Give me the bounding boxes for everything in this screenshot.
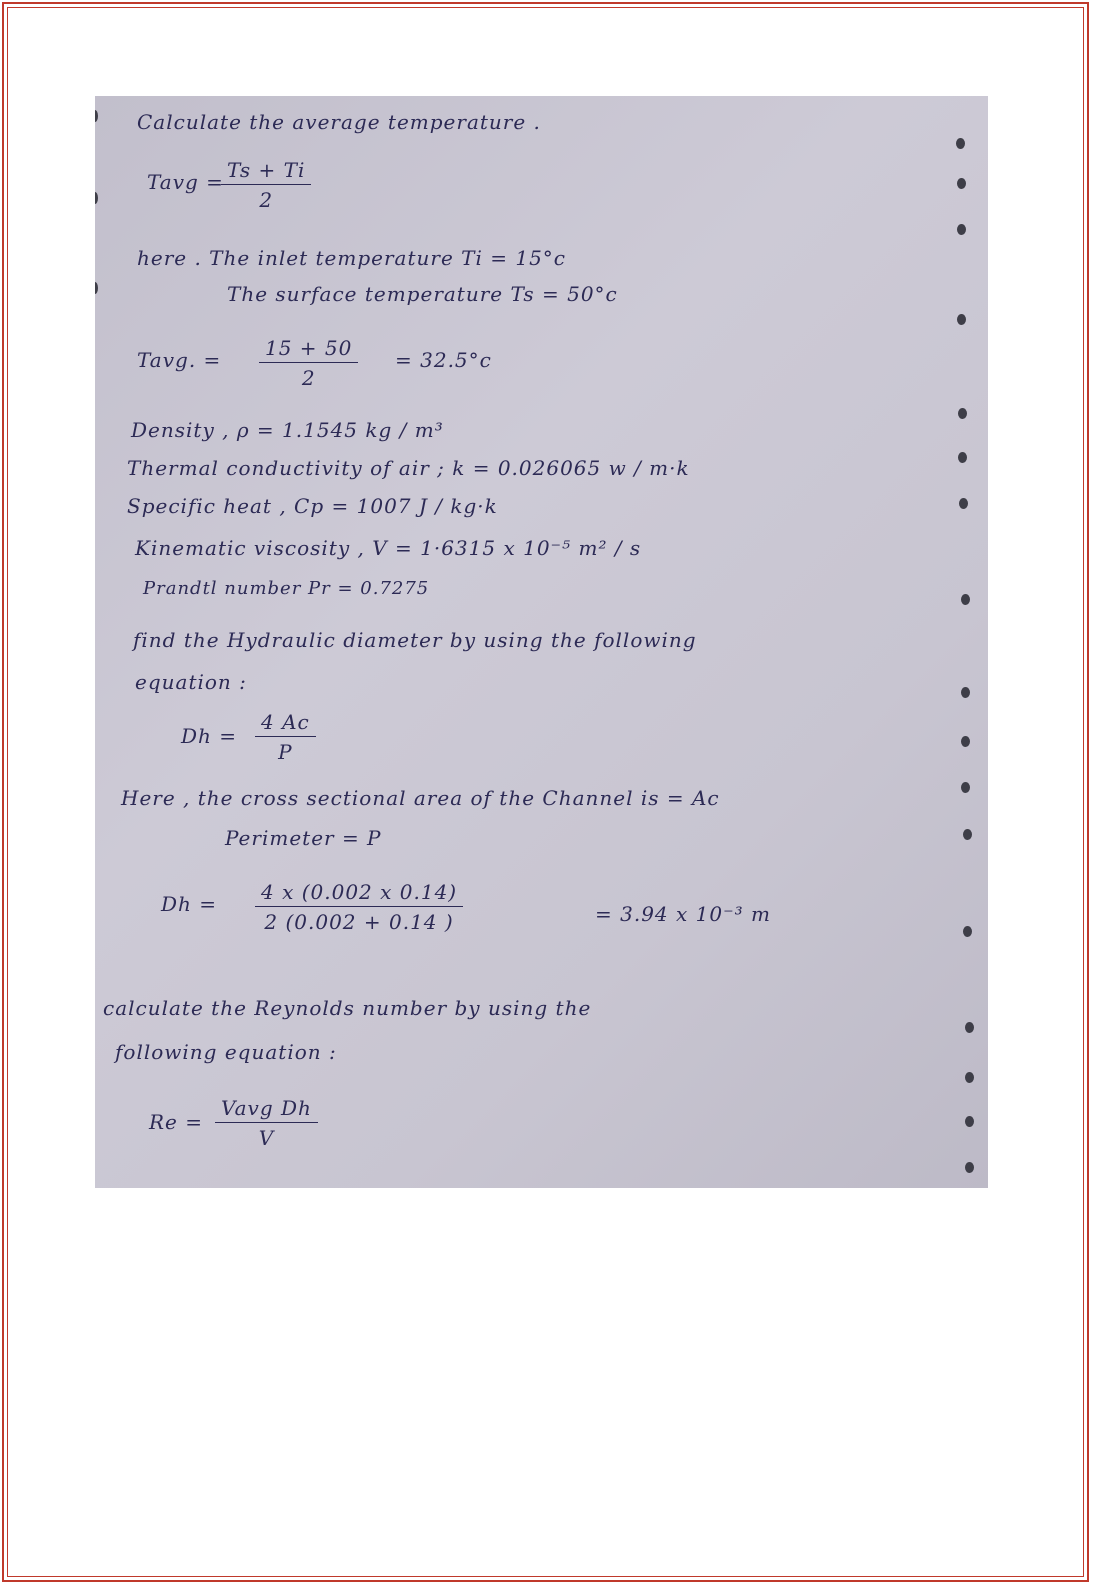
kinematic-viscosity-line: Kinematic viscosity , V = 1·6315 x 10⁻⁵ m² / s <box>135 536 642 560</box>
tavg-numerator: Ts + Ti <box>221 158 311 185</box>
binder-hole <box>961 782 970 793</box>
margin-mark <box>95 282 98 294</box>
dh-calc-result: = 3.94 x 10⁻³ m <box>595 902 771 926</box>
prandtl-number-line: Prandtl number Pr = 0.7275 <box>143 578 430 599</box>
binder-hole <box>963 926 972 937</box>
equation-label-2: following equation : <box>115 1040 337 1064</box>
tavg-calc-numerator: 15 + 50 <box>259 336 358 363</box>
binder-hole <box>959 498 968 509</box>
tavg-fraction <box>221 158 311 212</box>
hydraulic-diameter-intro: find the Hydraulic diameter by using the following <box>133 628 697 652</box>
handwritten-page <box>95 96 988 1188</box>
dh-denominator: P <box>278 740 293 764</box>
binder-hole <box>957 314 966 325</box>
binder-hole <box>958 452 967 463</box>
binder-hole <box>958 408 967 419</box>
dh-fraction <box>255 710 316 764</box>
margin-mark <box>95 192 98 204</box>
binder-hole <box>957 224 966 235</box>
dh-calc-fraction <box>255 880 463 934</box>
dh-calc-denominator: 2 (0.002 + 0.14 ) <box>264 910 454 934</box>
surface-temperature-line: The surface temperature Ts = 50°c <box>227 282 618 306</box>
inlet-temperature-line: here . The inlet temperature Ti = 15°c <box>137 246 566 270</box>
dh-label: Dh = <box>181 724 238 748</box>
dh-calc-numerator: 4 x (0.002 x 0.14) <box>255 880 463 907</box>
equation-label-1: equation : <box>135 670 247 694</box>
perimeter-line: Perimeter = P <box>225 826 382 850</box>
reynolds-intro: calculate the Reynolds number by using the <box>103 996 592 1020</box>
tavg-calc-label: Tavg. = <box>137 348 222 372</box>
binder-hole <box>965 1116 974 1127</box>
binder-hole <box>965 1162 974 1173</box>
density-line: Density , ρ = 1.1545 kg / m³ <box>131 418 444 442</box>
binder-hole <box>961 736 970 747</box>
re-fraction <box>215 1096 318 1150</box>
dh-calc-label: Dh = <box>161 892 218 916</box>
thermal-conductivity-line: Thermal conductivity of air ; k = 0.026065 w / m·k <box>127 456 690 480</box>
re-numerator: Vavg Dh <box>215 1096 318 1123</box>
dh-numerator: 4 Ac <box>255 710 316 737</box>
binder-hole <box>963 829 972 840</box>
heading-average-temperature: Calculate the average temperature . <box>137 110 541 134</box>
tavg-label: Tavg = <box>147 170 224 194</box>
binder-hole <box>957 178 966 189</box>
tavg-calc-fraction <box>259 336 358 390</box>
binder-hole <box>956 138 965 149</box>
binder-hole <box>965 1072 974 1083</box>
specific-heat-line: Specific heat , Cp = 1007 J / kg·k <box>127 494 498 518</box>
tavg-calc-denominator: 2 <box>301 366 316 390</box>
tavg-calc-result: = 32.5°c <box>395 348 492 372</box>
binder-hole <box>961 594 970 605</box>
binder-hole <box>961 687 970 698</box>
margin-mark <box>95 110 98 122</box>
tavg-denominator: 2 <box>259 188 274 212</box>
cross-sectional-area-line: Here , the cross sectional area of the Channel is = Ac <box>121 786 720 810</box>
binder-hole <box>965 1022 974 1033</box>
re-denominator: V <box>258 1126 275 1150</box>
re-label: Re = <box>149 1110 204 1134</box>
